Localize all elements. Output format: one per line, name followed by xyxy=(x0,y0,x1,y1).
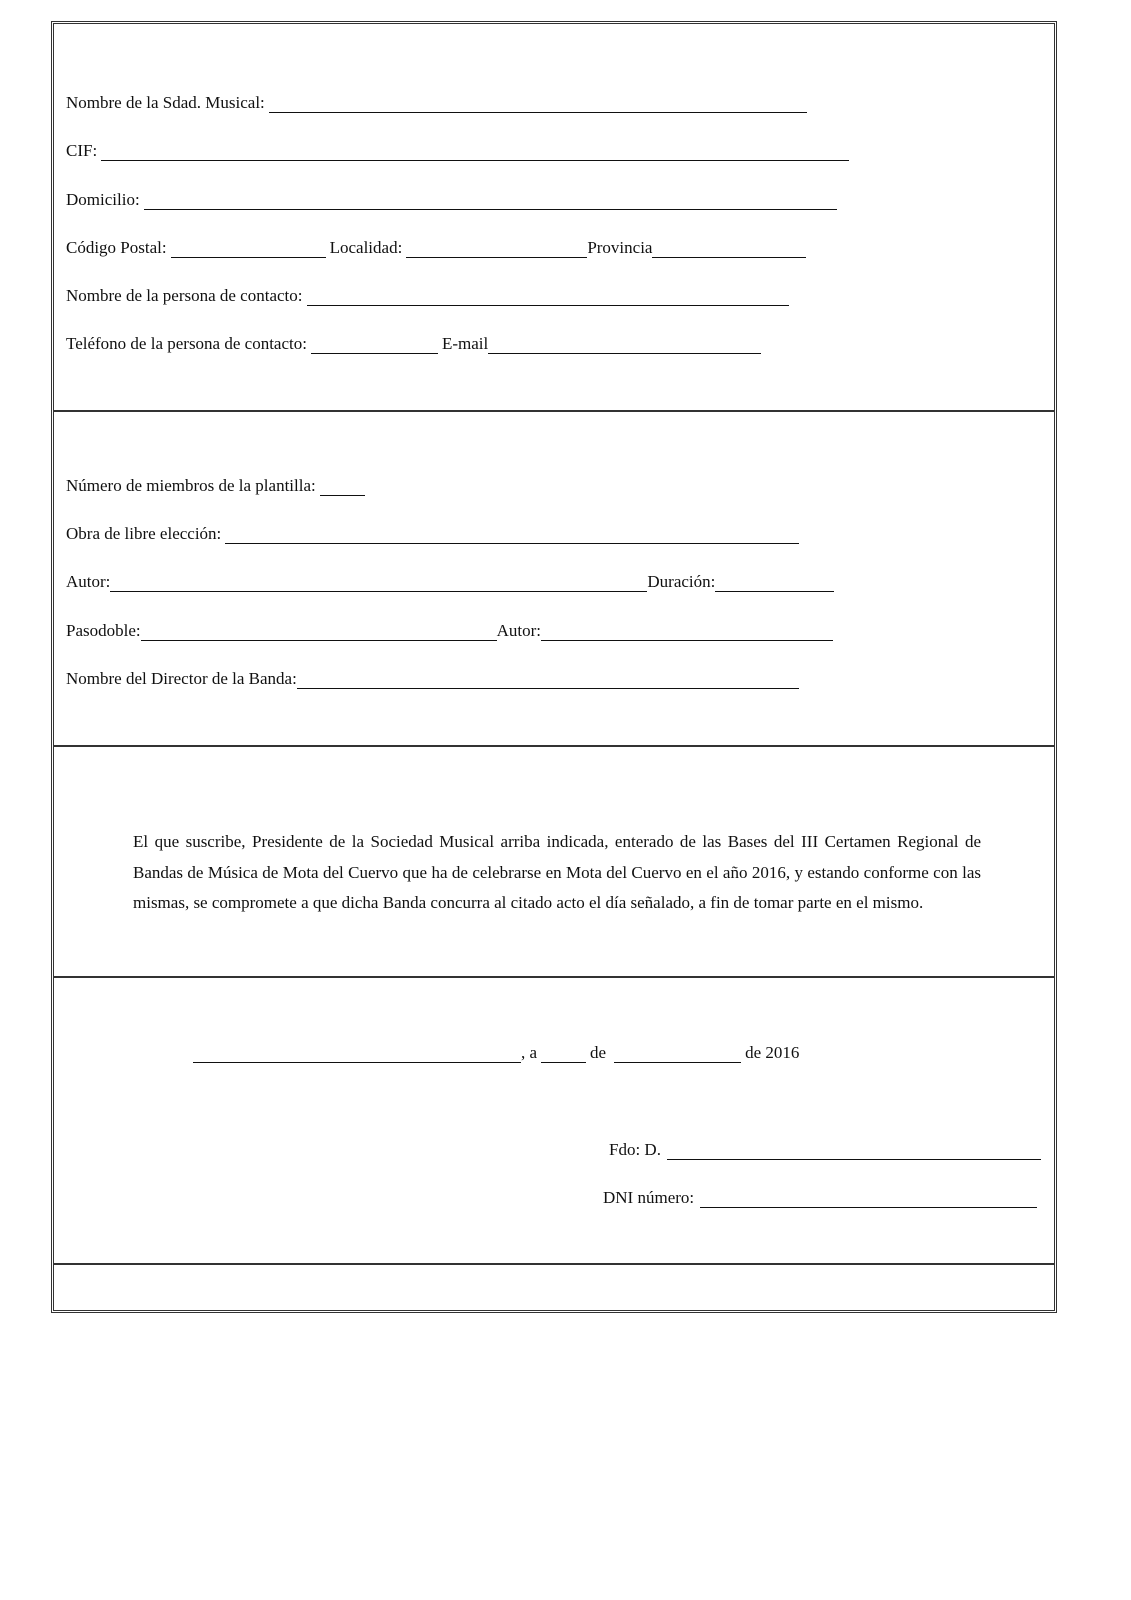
location-row xyxy=(66,238,810,258)
duration-field[interactable] xyxy=(715,575,834,592)
author-field[interactable] xyxy=(110,575,647,592)
duration-label: Duración: xyxy=(647,572,716,591)
signature-field[interactable] xyxy=(667,1143,1041,1160)
contact-phone-field[interactable] xyxy=(311,337,438,354)
year-text: de 2016 xyxy=(745,1043,800,1062)
signed-row xyxy=(609,1140,1045,1160)
province-label: Provincia xyxy=(587,238,653,257)
pasodoble-label: Pasodoble: xyxy=(66,621,141,640)
locality-field[interactable] xyxy=(406,241,587,258)
day-connector: de xyxy=(590,1043,607,1062)
society-name-row xyxy=(66,93,811,113)
members-label: Número de miembros de la plantilla: xyxy=(66,476,316,495)
dni-field[interactable] xyxy=(700,1191,1037,1208)
place-date-row xyxy=(193,1043,799,1063)
band-details-section xyxy=(54,412,1054,747)
free-work-label: Obra de libre elección: xyxy=(66,524,222,543)
dni-row xyxy=(603,1188,1041,1208)
pasodoble-author-label: Autor: xyxy=(496,621,541,640)
address-row xyxy=(66,190,841,210)
form-frame xyxy=(51,21,1057,1313)
declaration-text: El que suscribe, Presidente de la Sociedad Musical arriba indicada, enterado de las Bases del III Certamen Regional de Bandas de Música de Mota del Cuervo que ha de celebrarse en Mota del Cuervo en el año 2016, y estando conforme con las mismas, se compromete a que dicha Banda concurra al citado acto el día señalado, a fin de tomar parte en el mismo. xyxy=(133,832,981,912)
postal-code-field[interactable] xyxy=(171,241,326,258)
contact-phone-row xyxy=(66,334,765,354)
month-field[interactable] xyxy=(614,1046,741,1063)
cif-row xyxy=(66,141,853,161)
society-name-field[interactable] xyxy=(269,96,807,113)
contact-name-field[interactable] xyxy=(307,289,789,306)
address-label: Domicilio: xyxy=(66,190,140,209)
free-work-field[interactable] xyxy=(225,527,799,544)
author-label: Autor: xyxy=(66,572,111,591)
signed-label: Fdo: D. xyxy=(609,1140,661,1159)
email-field[interactable] xyxy=(488,337,761,354)
pasodoble-row xyxy=(66,621,837,641)
place-suffix: , a xyxy=(521,1043,538,1062)
members-field[interactable] xyxy=(320,479,365,496)
postal-code-label-text: Código Postal: xyxy=(66,238,167,257)
contact-name-row xyxy=(66,286,793,306)
declaration-section xyxy=(54,747,1054,978)
place-field[interactable] xyxy=(193,1046,521,1063)
locality-label: Localidad: xyxy=(329,238,403,257)
cif-label: CIF: xyxy=(66,141,98,160)
society-name-label: Nombre de la Sdad. Musical: xyxy=(66,93,265,112)
signature-section xyxy=(54,978,1054,1265)
dni-label: DNI número: xyxy=(603,1188,695,1207)
pasodoble-field[interactable] xyxy=(141,624,497,641)
day-field[interactable] xyxy=(541,1046,586,1063)
province-field[interactable] xyxy=(652,241,806,258)
director-label: Nombre del Director de la Banda: xyxy=(66,669,297,688)
free-work-row xyxy=(66,524,803,544)
director-field[interactable] xyxy=(297,672,799,689)
members-row xyxy=(66,476,369,496)
contact-phone-label: Teléfono de la persona de contacto: xyxy=(66,334,307,353)
director-row xyxy=(66,669,803,689)
cif-field[interactable] xyxy=(101,144,849,161)
empty-footer-section xyxy=(54,1265,1054,1313)
author-duration-row xyxy=(66,572,838,592)
email-label: E-mail xyxy=(441,334,489,353)
pasodoble-author-field[interactable] xyxy=(541,624,833,641)
contact-name-label: Nombre de la persona de contacto: xyxy=(66,286,303,305)
society-details-section xyxy=(54,24,1054,412)
address-field[interactable] xyxy=(144,193,837,210)
